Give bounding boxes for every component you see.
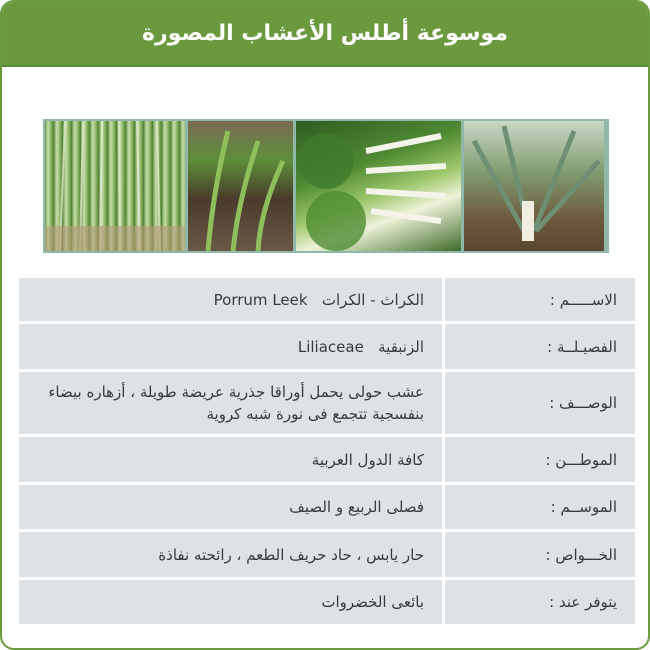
- table-row: [19, 437, 635, 482]
- plant-photo-strip: [43, 119, 609, 253]
- table-row: [19, 485, 635, 529]
- family-value: الزنبقية Liliaceae: [19, 324, 442, 369]
- name-label: الاســـــم :: [445, 278, 635, 321]
- name-value: الكراث - الكرات Porrum Leek: [19, 278, 442, 321]
- available-at-label: يتوفر عند :: [445, 580, 635, 624]
- leek-bunch-photo: [296, 121, 461, 251]
- season-value: فصلى الربيع و الصيف: [19, 485, 442, 529]
- leek-stalks-photo: [45, 121, 185, 251]
- page-title: موسوعة أطلس الأعشاب المصورة: [2, 2, 648, 67]
- family-label: الفصيـلــة :: [445, 324, 635, 369]
- habitat-value: كافة الدول العربية: [19, 437, 442, 482]
- table-row: [19, 324, 635, 369]
- properties-value: حار يابس ، حاد حريف الطعم ، رائحته نفاذة: [19, 532, 442, 577]
- table-row: [19, 278, 635, 321]
- table-row: [19, 372, 635, 434]
- leek-sprouts-photo: [188, 121, 293, 251]
- properties-label: الخـــواص :: [445, 532, 635, 577]
- leek-field-photo: [464, 121, 604, 251]
- habitat-label: الموطـــن :: [445, 437, 635, 482]
- season-label: الموســم :: [445, 485, 635, 529]
- available-at-value: بائعى الخضروات: [19, 580, 442, 624]
- plant-info-table: [16, 275, 638, 627]
- table-row: [19, 532, 635, 577]
- description-label: الوصـــف :: [445, 372, 635, 434]
- table-row: [19, 580, 635, 624]
- description-value: عشب حولى يحمل أوراقا جذرية عريضة طويلة ، أزهاره بيضاء بنفسجية تتجمع فى نورة شبه كروية: [19, 372, 442, 434]
